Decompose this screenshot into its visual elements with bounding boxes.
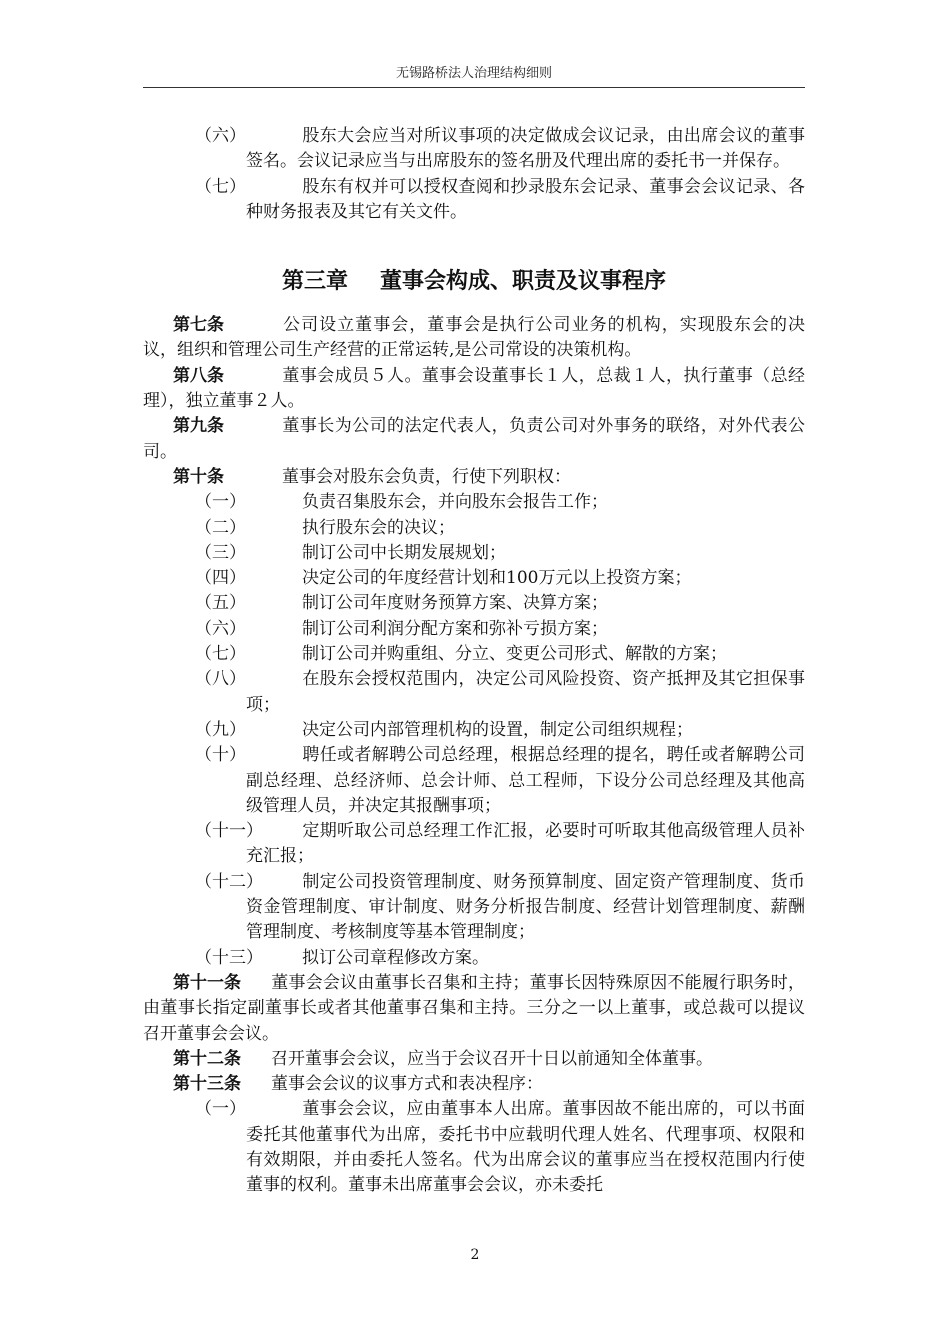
running-header xyxy=(143,62,805,88)
list-item: （三） 制订公司中长期发展规划； xyxy=(195,542,506,563)
list-item: （十一） 定期听取公司总经理工作汇报，必要时可听取其他高级管理人员补充汇报； xyxy=(195,821,805,867)
list-item: （一） 董事会会议，应由董事本人出席。董事因故不能出席的，可以书面委托其他董事代为出席，委托书中应载明代理人姓名、代理事项、权限和有效期限，并由委托人签名。代为出席会议的董事应当在授权范围内行使董事的权利。董事未出席董事会会议，亦未委托 xyxy=(195,1099,805,1196)
list-item: （五） 制订公司年度财务预算方案、决算方案； xyxy=(195,593,608,614)
article-label: 第十条 xyxy=(173,466,224,487)
article-11: 第十一条 董事会会议由董事长召集和主持；董事长因特殊原因不能履行职务时，由董事长指定副董事长或者其他董事召集和主持。三分之一以上董事，或总裁可以提议召开董事会会议。 xyxy=(143,972,805,1044)
list-item: （二） 执行股东会的决议； xyxy=(195,517,455,538)
list-item: （六） 制订公司利润分配方案和弥补亏损方案； xyxy=(195,618,608,639)
article-label: 第九条 xyxy=(173,416,224,437)
page-number: 2 xyxy=(470,1247,480,1263)
list-item: （一） 负责召集股东会，并向股东会报告工作； xyxy=(195,492,608,513)
article-label: 第十二条 xyxy=(173,1048,241,1069)
article-9: 第九条 董事长为公司的法定代表人，负责公司对外事务的联络，对外代表公司。 xyxy=(143,416,805,462)
article-label: 第八条 xyxy=(173,365,224,386)
article-label: 第十一条 xyxy=(173,972,241,993)
article-10: 第十条 董事会对股东会负责，行使下列职权： xyxy=(143,465,805,490)
list-item: （六） 股东大会应当对所议事项的决定做成会议记录，由出席会议的董事签名。会议记录应当与出席股东的签名册及代理出席的委托书一并保存。 xyxy=(195,126,805,172)
article-7: 第七条 公司设立董事会，董事会是执行公司业务的机构，实现股东会的决议，组织和管理公司生产经营的正常运转,是公司常设的决策机构。 xyxy=(143,315,805,361)
article-13: 第十三条 董事会会议的议事方式和表决程序： xyxy=(143,1072,805,1097)
page-body xyxy=(143,124,805,1199)
list-item: （十） 聘任或者解聘公司总经理，根据总经理的提名，聘任或者解聘公司副总经理、总经济师、总会计师、总工程师，下设分公司总经理及其他高级管理人员，并决定其报酬事项； xyxy=(195,745,805,816)
article-label: 第七条 xyxy=(173,315,224,336)
list-item: （十二） 制定公司投资管理制度、财务预算制度、固定资产管理制度、货币资金管理制度、审计制度、财务分析报告制度、经营计划管理制度、薪酬管理制度、考核制度等基本管理制度； xyxy=(195,871,805,943)
list-item: （七） 制订公司并购重组、分立、变更公司形式、解散的方案； xyxy=(195,644,727,665)
chapter-heading xyxy=(143,267,805,297)
article-8: 第八条 董事会成员５人。董事会设董事长１人，总裁１人，执行董事（总经理），独立董事２人。 xyxy=(143,365,805,412)
list-item: （八） 在股东会授权范围内，决定公司风险投资、资产抵押及其它担保事项； xyxy=(195,669,805,715)
chapter-title: 董事会构成、职责及议事程序 xyxy=(380,269,667,295)
list-item: （四） 决定公司的年度经营计划和100万元以上投资方案； xyxy=(195,568,692,589)
list-item: （七） 股东有权并可以授权查阅和抄录股东会记录、董事会会议记录、各种财务报表及其它有关文件。 xyxy=(195,176,805,222)
header-title: 无锡路桥法人治理结构细则 xyxy=(395,66,552,81)
list-item: （九） 决定公司内部管理机构的设置，制定公司组织规程； xyxy=(195,719,693,740)
article-label: 第十三条 xyxy=(173,1074,241,1095)
article-12: 第十二条 召开董事会会议，应当于会议召开十日以前通知全体董事。 xyxy=(143,1047,805,1072)
list-item: （十三） 拟订公司章程修改方案。 xyxy=(195,947,489,968)
chapter-number: 第三章 xyxy=(281,269,348,295)
